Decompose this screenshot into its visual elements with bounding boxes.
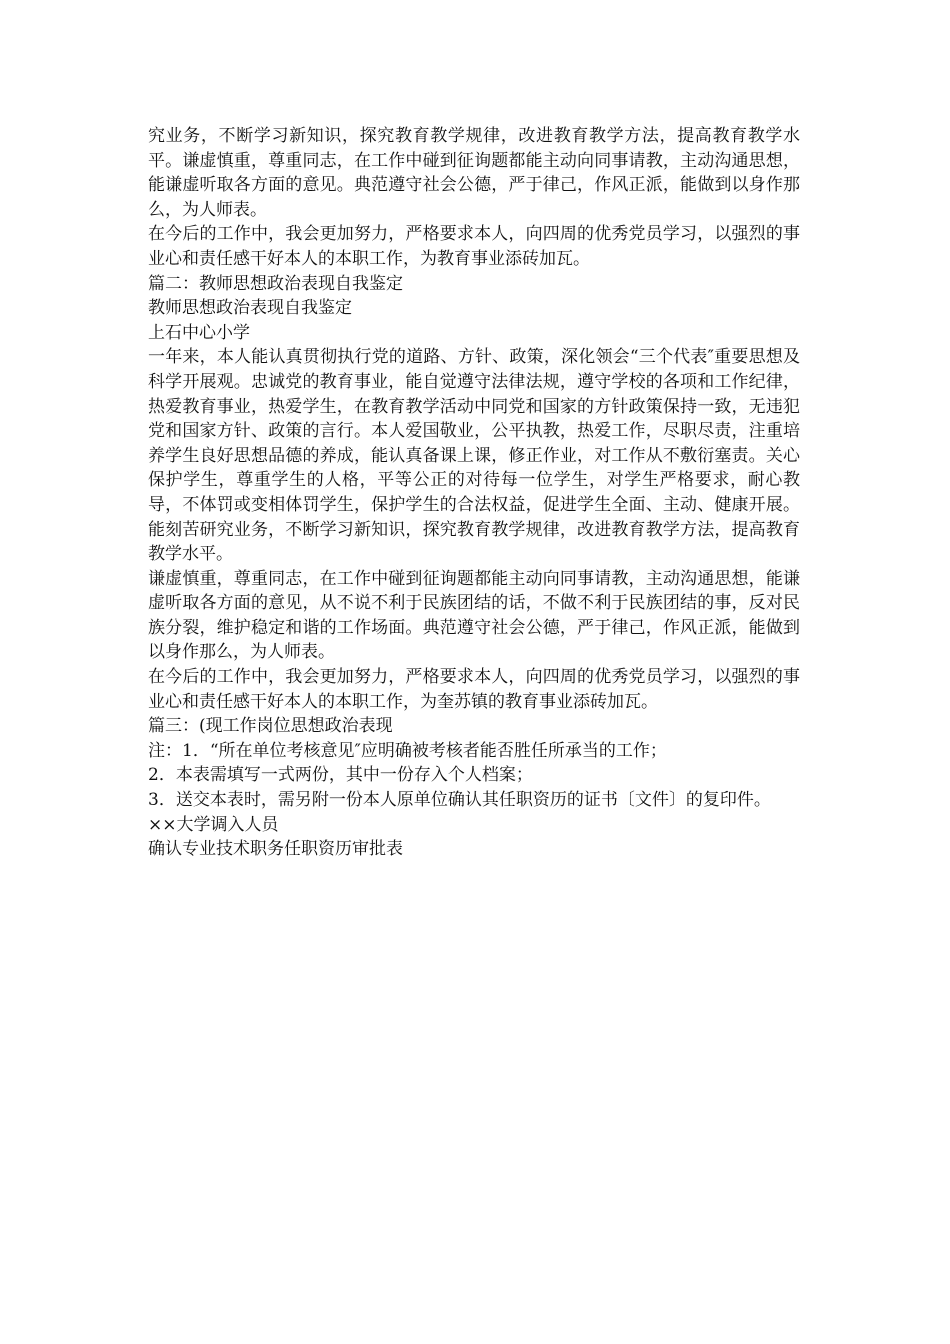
paragraph-closing-1: 在今后的工作中，我会更加努力，严格要求本人，向四周的优秀党员学习，以强烈的事业心和责任感干好本人的本职工作，为教育事业添砖加瓦。: [148, 224, 800, 269]
paragraph-humility: 谦虚慎重，尊重同志，在工作中碰到征询题都能主动向同事请教，主动沟通思想，能谦虚听取各方面的意见，从不说不利于民族团结的话，不做不利于民族团结的事，反对民族分裂，维护稳定和谐的工作场面。典范遵守社会公德，严于律己，作风正派，能做到以身作那么，为人师表。: [148, 568, 800, 663]
paragraph-closing-2: 在今后的工作中，我会更加努力，严格要求本人，向四周的优秀党员学习，以强烈的事业心和责任感干好本人的本职工作，为奎苏镇的教育事业添砖加瓦。: [148, 667, 800, 712]
transfer-staff-label: ××大学调入人员: [148, 814, 279, 835]
paragraph-continuation: 究业务，不断学习新知识，探究教育教学规律，改进教育教学方法，提高教育教学水平。谦虚慎重，尊重同志，在工作中碰到征询题都能主动向同事请教，主动沟通思想，能谦虚听取各方面的意见。典范遵守社会公德，严于律己，作风正派，能做到以身作那么，为人师表。: [148, 126, 800, 220]
paragraph-main: 一年来，本人能认真贯彻执行党的道路、方针、政策，深化领会“三个代表″重要思想及科学开展观。忠诚党的教育事业，能自觉遵守法律法规，遵守学校的各项和工作纪律，热爱教育事业，热爱学生，在教育教学活动中同党和国家的方针政策保持一致，无违犯党和国家方针、政策的言行。本人爱国敬业，公平执教，热爱工作，尽职尽责，注重培养学生良好思想品德的养成，能认真备课上课，修正作业，对工作从不敷衍塞责。关心保护学生，尊重学生的人格，平等公正的对待每一位学生，对学生严格要求，耐心教导，不体罚或变相体罚学生，保护学生的合法权益，促进学生全面、主动、健康开展。能刻苦研究业务，不断学习新知识，探究教育教学规律，改进教育教学方法，提高教育教学水平。: [148, 347, 800, 565]
note-3: 3．送交本表时，需另附一份本人原单位确认其任职资历的证书〔文件〕的复印件。: [148, 790, 771, 811]
form-title: 确认专业技术职务任职资历审批表: [148, 839, 403, 860]
document-body: [148, 124, 800, 862]
document-title: 教师思想政治表现自我鉴定: [148, 298, 352, 319]
section-heading-2: 篇二：教师思想政治表现自我鉴定: [148, 273, 403, 294]
note-1: 注：1．“所在单位考核意见″应明确被考核者能否胜任所承当的工作；: [148, 740, 667, 761]
section-heading-3: 篇三：(现工作岗位思想政治表现: [148, 716, 393, 737]
school-name: 上石中心小学: [148, 322, 250, 343]
note-2: 2．本表需填写一式两份，其中一份存入个人档案；: [148, 765, 533, 786]
